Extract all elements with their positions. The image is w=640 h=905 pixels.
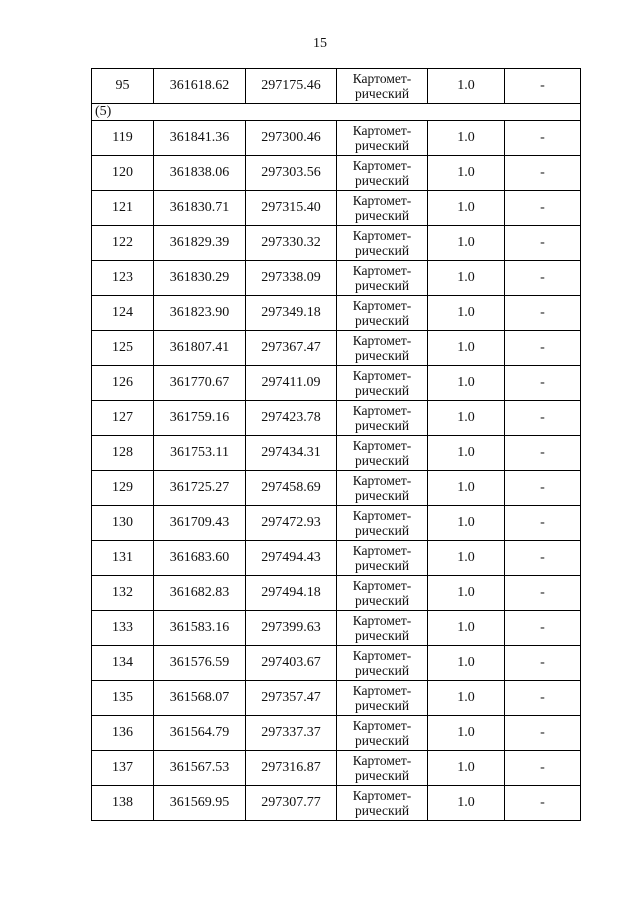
accuracy-cell: 1.0 — [428, 786, 505, 821]
method-text-line2: рический — [354, 803, 410, 818]
table-row — [92, 331, 581, 366]
method-text-line1: Картомет- — [352, 263, 412, 278]
method-cell — [337, 681, 428, 716]
method-cell — [337, 296, 428, 331]
y-coordinate-cell: 297316.87 — [246, 751, 337, 786]
table-row — [92, 506, 581, 541]
accuracy-cell: 1.0 — [428, 261, 505, 296]
x-coordinate-cell: 361829.39 — [154, 226, 246, 261]
accuracy-cell: 1.0 — [428, 69, 505, 104]
y-coordinate-cell: 297357.47 — [246, 681, 337, 716]
y-coordinate-cell: 297423.78 — [246, 401, 337, 436]
method-text-line2: рический — [354, 418, 410, 433]
note-cell: - — [505, 401, 581, 436]
page-number: 15 — [313, 36, 327, 51]
method-text-line1: Картомет- — [352, 193, 412, 208]
y-coordinate-cell: 297307.77 — [246, 786, 337, 821]
method-text-line1: Картомет- — [352, 543, 412, 558]
y-coordinate-cell: 297494.43 — [246, 541, 337, 576]
table-row — [92, 436, 581, 471]
method-text-line2: рический — [354, 768, 410, 783]
point-number-cell: 125 — [92, 331, 154, 366]
note-cell: - — [505, 751, 581, 786]
method-text-line1: Картомет- — [352, 123, 412, 138]
coordinates-table-body — [92, 69, 581, 821]
note-cell: - — [505, 506, 581, 541]
method-cell — [337, 751, 428, 786]
note-cell: - — [505, 576, 581, 611]
accuracy-cell: 1.0 — [428, 401, 505, 436]
note-cell: - — [505, 436, 581, 471]
method-text-line1: Картомет- — [352, 438, 412, 453]
method-cell — [337, 506, 428, 541]
accuracy-cell: 1.0 — [428, 576, 505, 611]
y-coordinate-cell: 297349.18 — [246, 296, 337, 331]
section-row — [92, 104, 581, 121]
x-coordinate-cell: 361564.79 — [154, 716, 246, 751]
table-row — [92, 296, 581, 331]
method-text-line1: Картомет- — [352, 683, 412, 698]
accuracy-cell: 1.0 — [428, 121, 505, 156]
y-coordinate-cell: 297367.47 — [246, 331, 337, 366]
table-row — [92, 156, 581, 191]
accuracy-cell: 1.0 — [428, 716, 505, 751]
method-text-line2: рический — [354, 558, 410, 573]
table-row — [92, 786, 581, 821]
note-cell: - — [505, 226, 581, 261]
note-cell: - — [505, 69, 581, 104]
accuracy-cell: 1.0 — [428, 331, 505, 366]
method-text-line2: рический — [354, 488, 410, 503]
method-text-line2: рический — [354, 733, 410, 748]
table-row — [92, 366, 581, 401]
table-row — [92, 576, 581, 611]
y-coordinate-cell: 297472.93 — [246, 506, 337, 541]
method-text-line1: Картомет- — [352, 158, 412, 173]
table-row — [92, 646, 581, 681]
point-number-cell: 134 — [92, 646, 154, 681]
method-text-line1: Картомет- — [352, 71, 412, 86]
note-cell: - — [505, 786, 581, 821]
point-number-cell: 122 — [92, 226, 154, 261]
note-cell: - — [505, 261, 581, 296]
accuracy-cell: 1.0 — [428, 751, 505, 786]
table-row — [92, 401, 581, 436]
method-text-line2: рический — [354, 138, 410, 153]
method-cell — [337, 611, 428, 646]
y-coordinate-cell: 297494.18 — [246, 576, 337, 611]
accuracy-cell: 1.0 — [428, 541, 505, 576]
y-coordinate-cell: 297175.46 — [246, 69, 337, 104]
method-cell — [337, 646, 428, 681]
method-text-line1: Картомет- — [352, 333, 412, 348]
note-cell: - — [505, 121, 581, 156]
x-coordinate-cell: 361753.11 — [154, 436, 246, 471]
method-text-line2: рический — [354, 453, 410, 468]
accuracy-cell: 1.0 — [428, 296, 505, 331]
method-text-line2: рический — [354, 208, 410, 223]
method-cell — [337, 786, 428, 821]
table-row — [92, 69, 581, 104]
table-row — [92, 261, 581, 296]
method-text-line2: рический — [354, 593, 410, 608]
method-cell — [337, 541, 428, 576]
section-label: (5) — [92, 104, 581, 121]
note-cell: - — [505, 156, 581, 191]
method-cell — [337, 191, 428, 226]
x-coordinate-cell: 361569.95 — [154, 786, 246, 821]
y-coordinate-cell: 297338.09 — [246, 261, 337, 296]
table-row — [92, 121, 581, 156]
y-coordinate-cell: 297303.56 — [246, 156, 337, 191]
x-coordinate-cell: 361583.16 — [154, 611, 246, 646]
y-coordinate-cell: 297458.69 — [246, 471, 337, 506]
method-cell — [337, 471, 428, 506]
y-coordinate-cell: 297399.63 — [246, 611, 337, 646]
method-text-line1: Картомет- — [352, 368, 412, 383]
point-number-cell: 131 — [92, 541, 154, 576]
point-number-cell: 95 — [92, 69, 154, 104]
accuracy-cell: 1.0 — [428, 191, 505, 226]
x-coordinate-cell: 361709.43 — [154, 506, 246, 541]
method-cell — [337, 366, 428, 401]
table-row — [92, 751, 581, 786]
note-cell: - — [505, 366, 581, 401]
note-cell: - — [505, 541, 581, 576]
x-coordinate-cell: 361830.29 — [154, 261, 246, 296]
method-text-line1: Картомет- — [352, 298, 412, 313]
method-cell — [337, 401, 428, 436]
table-row — [92, 611, 581, 646]
x-coordinate-cell: 361823.90 — [154, 296, 246, 331]
accuracy-cell: 1.0 — [428, 436, 505, 471]
method-cell — [337, 69, 428, 104]
y-coordinate-cell: 297434.31 — [246, 436, 337, 471]
y-coordinate-cell: 297411.09 — [246, 366, 337, 401]
note-cell: - — [505, 611, 581, 646]
y-coordinate-cell: 297403.67 — [246, 646, 337, 681]
method-text-line2: рический — [354, 628, 410, 643]
table-row — [92, 191, 581, 226]
method-text-line2: рический — [354, 243, 410, 258]
method-cell — [337, 436, 428, 471]
note-cell: - — [505, 471, 581, 506]
note-cell: - — [505, 191, 581, 226]
x-coordinate-cell: 361770.67 — [154, 366, 246, 401]
coordinates-table — [91, 68, 581, 821]
method-cell — [337, 156, 428, 191]
point-number-cell: 137 — [92, 751, 154, 786]
method-text-line1: Картомет- — [352, 788, 412, 803]
point-number-cell: 135 — [92, 681, 154, 716]
x-coordinate-cell: 361841.36 — [154, 121, 246, 156]
accuracy-cell: 1.0 — [428, 611, 505, 646]
x-coordinate-cell: 361567.53 — [154, 751, 246, 786]
x-coordinate-cell: 361576.59 — [154, 646, 246, 681]
point-number-cell: 119 — [92, 121, 154, 156]
y-coordinate-cell: 297315.40 — [246, 191, 337, 226]
point-number-cell: 121 — [92, 191, 154, 226]
point-number-cell: 136 — [92, 716, 154, 751]
method-text-line1: Картомет- — [352, 228, 412, 243]
accuracy-cell: 1.0 — [428, 156, 505, 191]
accuracy-cell: 1.0 — [428, 366, 505, 401]
method-text-line1: Картомет- — [352, 508, 412, 523]
table-row — [92, 681, 581, 716]
point-number-cell: 120 — [92, 156, 154, 191]
method-text-line1: Картомет- — [352, 473, 412, 488]
x-coordinate-cell: 361759.16 — [154, 401, 246, 436]
x-coordinate-cell: 361683.60 — [154, 541, 246, 576]
x-coordinate-cell: 361725.27 — [154, 471, 246, 506]
point-number-cell: 129 — [92, 471, 154, 506]
point-number-cell: 128 — [92, 436, 154, 471]
point-number-cell: 132 — [92, 576, 154, 611]
method-text-line2: рический — [354, 348, 410, 363]
method-text-line2: рический — [354, 173, 410, 188]
method-text-line1: Картомет- — [352, 718, 412, 733]
point-number-cell: 130 — [92, 506, 154, 541]
point-number-cell: 126 — [92, 366, 154, 401]
method-text-line2: рический — [354, 523, 410, 538]
method-cell — [337, 226, 428, 261]
note-cell: - — [505, 716, 581, 751]
method-text-line1: Картомет- — [352, 403, 412, 418]
method-text-line2: рический — [354, 86, 410, 101]
note-cell: - — [505, 646, 581, 681]
method-text-line2: рический — [354, 313, 410, 328]
note-cell: - — [505, 331, 581, 366]
table-row — [92, 471, 581, 506]
y-coordinate-cell: 297330.32 — [246, 226, 337, 261]
x-coordinate-cell: 361830.71 — [154, 191, 246, 226]
method-text-line1: Картомет- — [352, 613, 412, 628]
table-row — [92, 541, 581, 576]
method-text-line2: рический — [354, 698, 410, 713]
method-text-line1: Картомет- — [352, 578, 412, 593]
method-text-line2: рический — [354, 383, 410, 398]
point-number-cell: 124 — [92, 296, 154, 331]
method-cell — [337, 261, 428, 296]
table-row — [92, 716, 581, 751]
accuracy-cell: 1.0 — [428, 506, 505, 541]
accuracy-cell: 1.0 — [428, 681, 505, 716]
method-text-line1: Картомет- — [352, 753, 412, 768]
accuracy-cell: 1.0 — [428, 226, 505, 261]
method-cell — [337, 121, 428, 156]
method-cell — [337, 576, 428, 611]
accuracy-cell: 1.0 — [428, 646, 505, 681]
table-row — [92, 226, 581, 261]
point-number-cell: 133 — [92, 611, 154, 646]
method-text-line2: рический — [354, 663, 410, 678]
point-number-cell: 138 — [92, 786, 154, 821]
accuracy-cell: 1.0 — [428, 471, 505, 506]
x-coordinate-cell: 361807.41 — [154, 331, 246, 366]
y-coordinate-cell: 297300.46 — [246, 121, 337, 156]
x-coordinate-cell: 361682.83 — [154, 576, 246, 611]
x-coordinate-cell: 361618.62 — [154, 69, 246, 104]
point-number-cell: 127 — [92, 401, 154, 436]
method-text-line1: Картомет- — [352, 648, 412, 663]
x-coordinate-cell: 361568.07 — [154, 681, 246, 716]
method-cell — [337, 716, 428, 751]
note-cell: - — [505, 681, 581, 716]
method-cell — [337, 331, 428, 366]
x-coordinate-cell: 361838.06 — [154, 156, 246, 191]
point-number-cell: 123 — [92, 261, 154, 296]
method-text-line2: рический — [354, 278, 410, 293]
note-cell: - — [505, 296, 581, 331]
y-coordinate-cell: 297337.37 — [246, 716, 337, 751]
